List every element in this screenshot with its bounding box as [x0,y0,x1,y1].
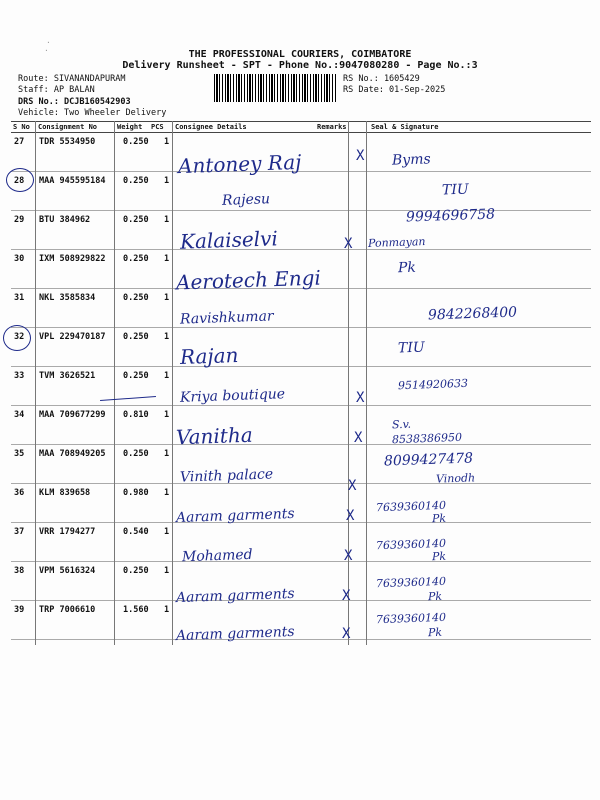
header-consignee: Consignee Details [175,123,247,131]
row-weight: 0.250 [123,215,149,225]
handwritten-consignee-34: Vanitha [175,422,254,450]
row-consignment: VPL 229470187 [39,332,106,342]
row-weight: 0.250 [123,332,149,342]
handwritten-phone: 7639360140 [375,498,447,515]
row-weight: 1.560 [123,605,149,615]
row-sno: 35 [14,449,25,459]
table-border-top [11,121,591,122]
table-row [11,445,591,484]
row-consignment: TVM 3626521 [39,371,96,381]
row-pcs: 1 [164,293,170,303]
handwritten-signature: Pk [427,625,443,640]
row-pcs: 1 [164,566,170,576]
rs-date: RS Date: 01-Sep-2025 [343,85,446,95]
table-row [11,367,591,406]
handwritten-consignee-29: Kalaiselvi [179,226,279,254]
row-sno: 30 [14,254,25,264]
drs-label: DRS No.: DCJB160542903 [18,97,131,107]
handwritten-phone: 9514920633 [397,376,469,393]
row-weight: 0.540 [123,527,149,537]
row-sno: 33 [14,371,25,381]
row-weight: 0.250 [123,371,149,381]
handwritten-signature: TIU [397,339,425,357]
row-sno: 28 [14,176,25,186]
row-pcs: 1 [164,332,170,342]
table-row [11,328,591,370]
row-consignment: MAA 945595184 [39,176,106,186]
company-title: THE PROFESSIONAL COURIERS, COIMBATORE [188,49,412,60]
tick-mark: X [356,390,365,406]
row-consignment: BTU 384962 [39,215,91,225]
route-label: Route: SIVANANDAPURAM [18,74,126,84]
row-28-circle-mark [6,168,34,192]
vehicle-label: Vehicle: Two Wheeler Delivery [18,108,167,118]
delivery-table [11,121,591,645]
header-weight: Weight [117,123,143,131]
handwritten-signature: Byms [391,151,431,169]
row-weight: 0.250 [123,449,149,459]
handwritten-consignee-27: Antoney Raj [177,149,302,179]
scan-speck: · [44,46,49,55]
row-pcs: 1 [164,254,170,264]
table-row [11,211,591,250]
header-consignment: Consignment No [38,123,98,131]
row-pcs: 1 [164,215,170,225]
row-consignment: KLM 839658 [39,488,91,498]
header-pcs: PCS [151,123,164,131]
table-row [11,484,591,526]
row-consignment: IXM 508929822 [39,254,106,264]
tick-mark: X [346,508,355,524]
handwritten-consignee-36: Aaram garments [175,505,295,527]
row-sno: 32 [14,332,25,342]
row-weight: 0.250 [123,137,149,147]
handwritten-consignee-32: Rajan [179,342,239,370]
row-weight: 0.250 [123,176,149,186]
row-sno: 37 [14,527,25,537]
row-weight: 0.250 [123,293,149,303]
table-row [11,172,591,211]
handwritten-initials: S.v. [391,417,412,432]
handwritten-consignee-38: Aaram garments [175,585,295,607]
handwritten-phone: 8538386950 [391,430,463,447]
handwritten-signature: Pk [427,589,443,604]
tick-mark: X [344,548,353,564]
row-pcs: 1 [164,176,170,186]
row-consignment: TRP 7006610 [39,605,96,615]
handwritten-phone: 9994696758 [405,206,496,226]
rs-number: RS No.: 1605429 [343,74,420,84]
row-weight: 0.980 [123,488,149,498]
row-pcs: 1 [164,371,170,381]
handwritten-consignee-39: Aaram garments [175,623,295,645]
table-row [11,406,591,445]
row-consignment: NKL 3585834 [39,293,96,303]
handwritten-signature: Pk [431,511,447,526]
handwritten-signature: Ponmayan [367,235,426,250]
row-weight: 0.810 [123,410,149,420]
table-row [11,523,591,562]
handwritten-phone: 7639360140 [375,610,447,627]
handwritten-consignee-33: Kriya boutique [179,386,286,406]
row-sno: 31 [14,293,25,303]
barcode [214,74,337,102]
handwritten-phone: 8099427478 [383,450,474,470]
row-sno: 36 [14,488,25,498]
handwritten-phone: 9842268400 [427,304,518,324]
row-pcs: 1 [164,449,170,459]
handwritten-phone: 7639360140 [375,574,447,591]
handwritten-consignee-31: Ravishkumar [179,308,274,328]
handwritten-consignee-35: Vinith palace [179,466,274,486]
row-consignment: VRR 1794277 [39,527,96,537]
row-weight: 0.250 [123,566,149,576]
tick-mark: X [342,588,351,604]
row-consignment: TDR 5534950 [39,137,96,147]
row-pcs: 1 [164,137,170,147]
scan-speck: · [46,38,51,47]
handwritten-signature: Pk [397,259,417,277]
table-row [11,601,591,640]
row-pcs: 1 [164,527,170,537]
row-pcs: 1 [164,488,170,498]
row-pcs: 1 [164,410,170,420]
row-sno: 38 [14,566,25,576]
handwritten-consignee-28: Rajesu [221,191,271,209]
tick-mark: X [342,626,351,642]
tick-mark: X [348,478,357,494]
row-sno: 29 [14,215,25,225]
header-seal: Seal & Signature [371,123,439,131]
handwritten-signature: TIU [441,181,469,199]
header-sno: S No [13,123,30,131]
runsheet-subtitle: Delivery Runsheet - SPT - Phone No.:9047080280 - Page No.:3 [122,60,478,71]
row-sno: 34 [14,410,25,420]
tick-mark: X [354,430,363,446]
handwritten-signature: Pk [431,549,447,564]
row-consignment: MAA 709677299 [39,410,106,420]
handwritten-signature: Vinodh [435,471,476,486]
row-sno: 39 [14,605,25,615]
tick-mark: X [356,148,365,164]
table-row [11,562,591,604]
handwritten-consignee-30: Aerotech Engi [175,265,322,295]
row-sno: 27 [14,137,25,147]
header-remarks: Remarks [317,123,347,131]
row-consignment: VPM 5616324 [39,566,96,576]
staff-label: Staff: AP BALAN [18,85,95,95]
tick-mark: X [344,236,353,252]
row-weight: 0.250 [123,254,149,264]
row-32-circle-mark [3,325,31,351]
handwritten-phone: 7639360140 [375,536,447,553]
row-consignment: MAA 708949205 [39,449,106,459]
row-pcs: 1 [164,605,170,615]
handwritten-consignee-37: Mohamed [181,546,253,566]
